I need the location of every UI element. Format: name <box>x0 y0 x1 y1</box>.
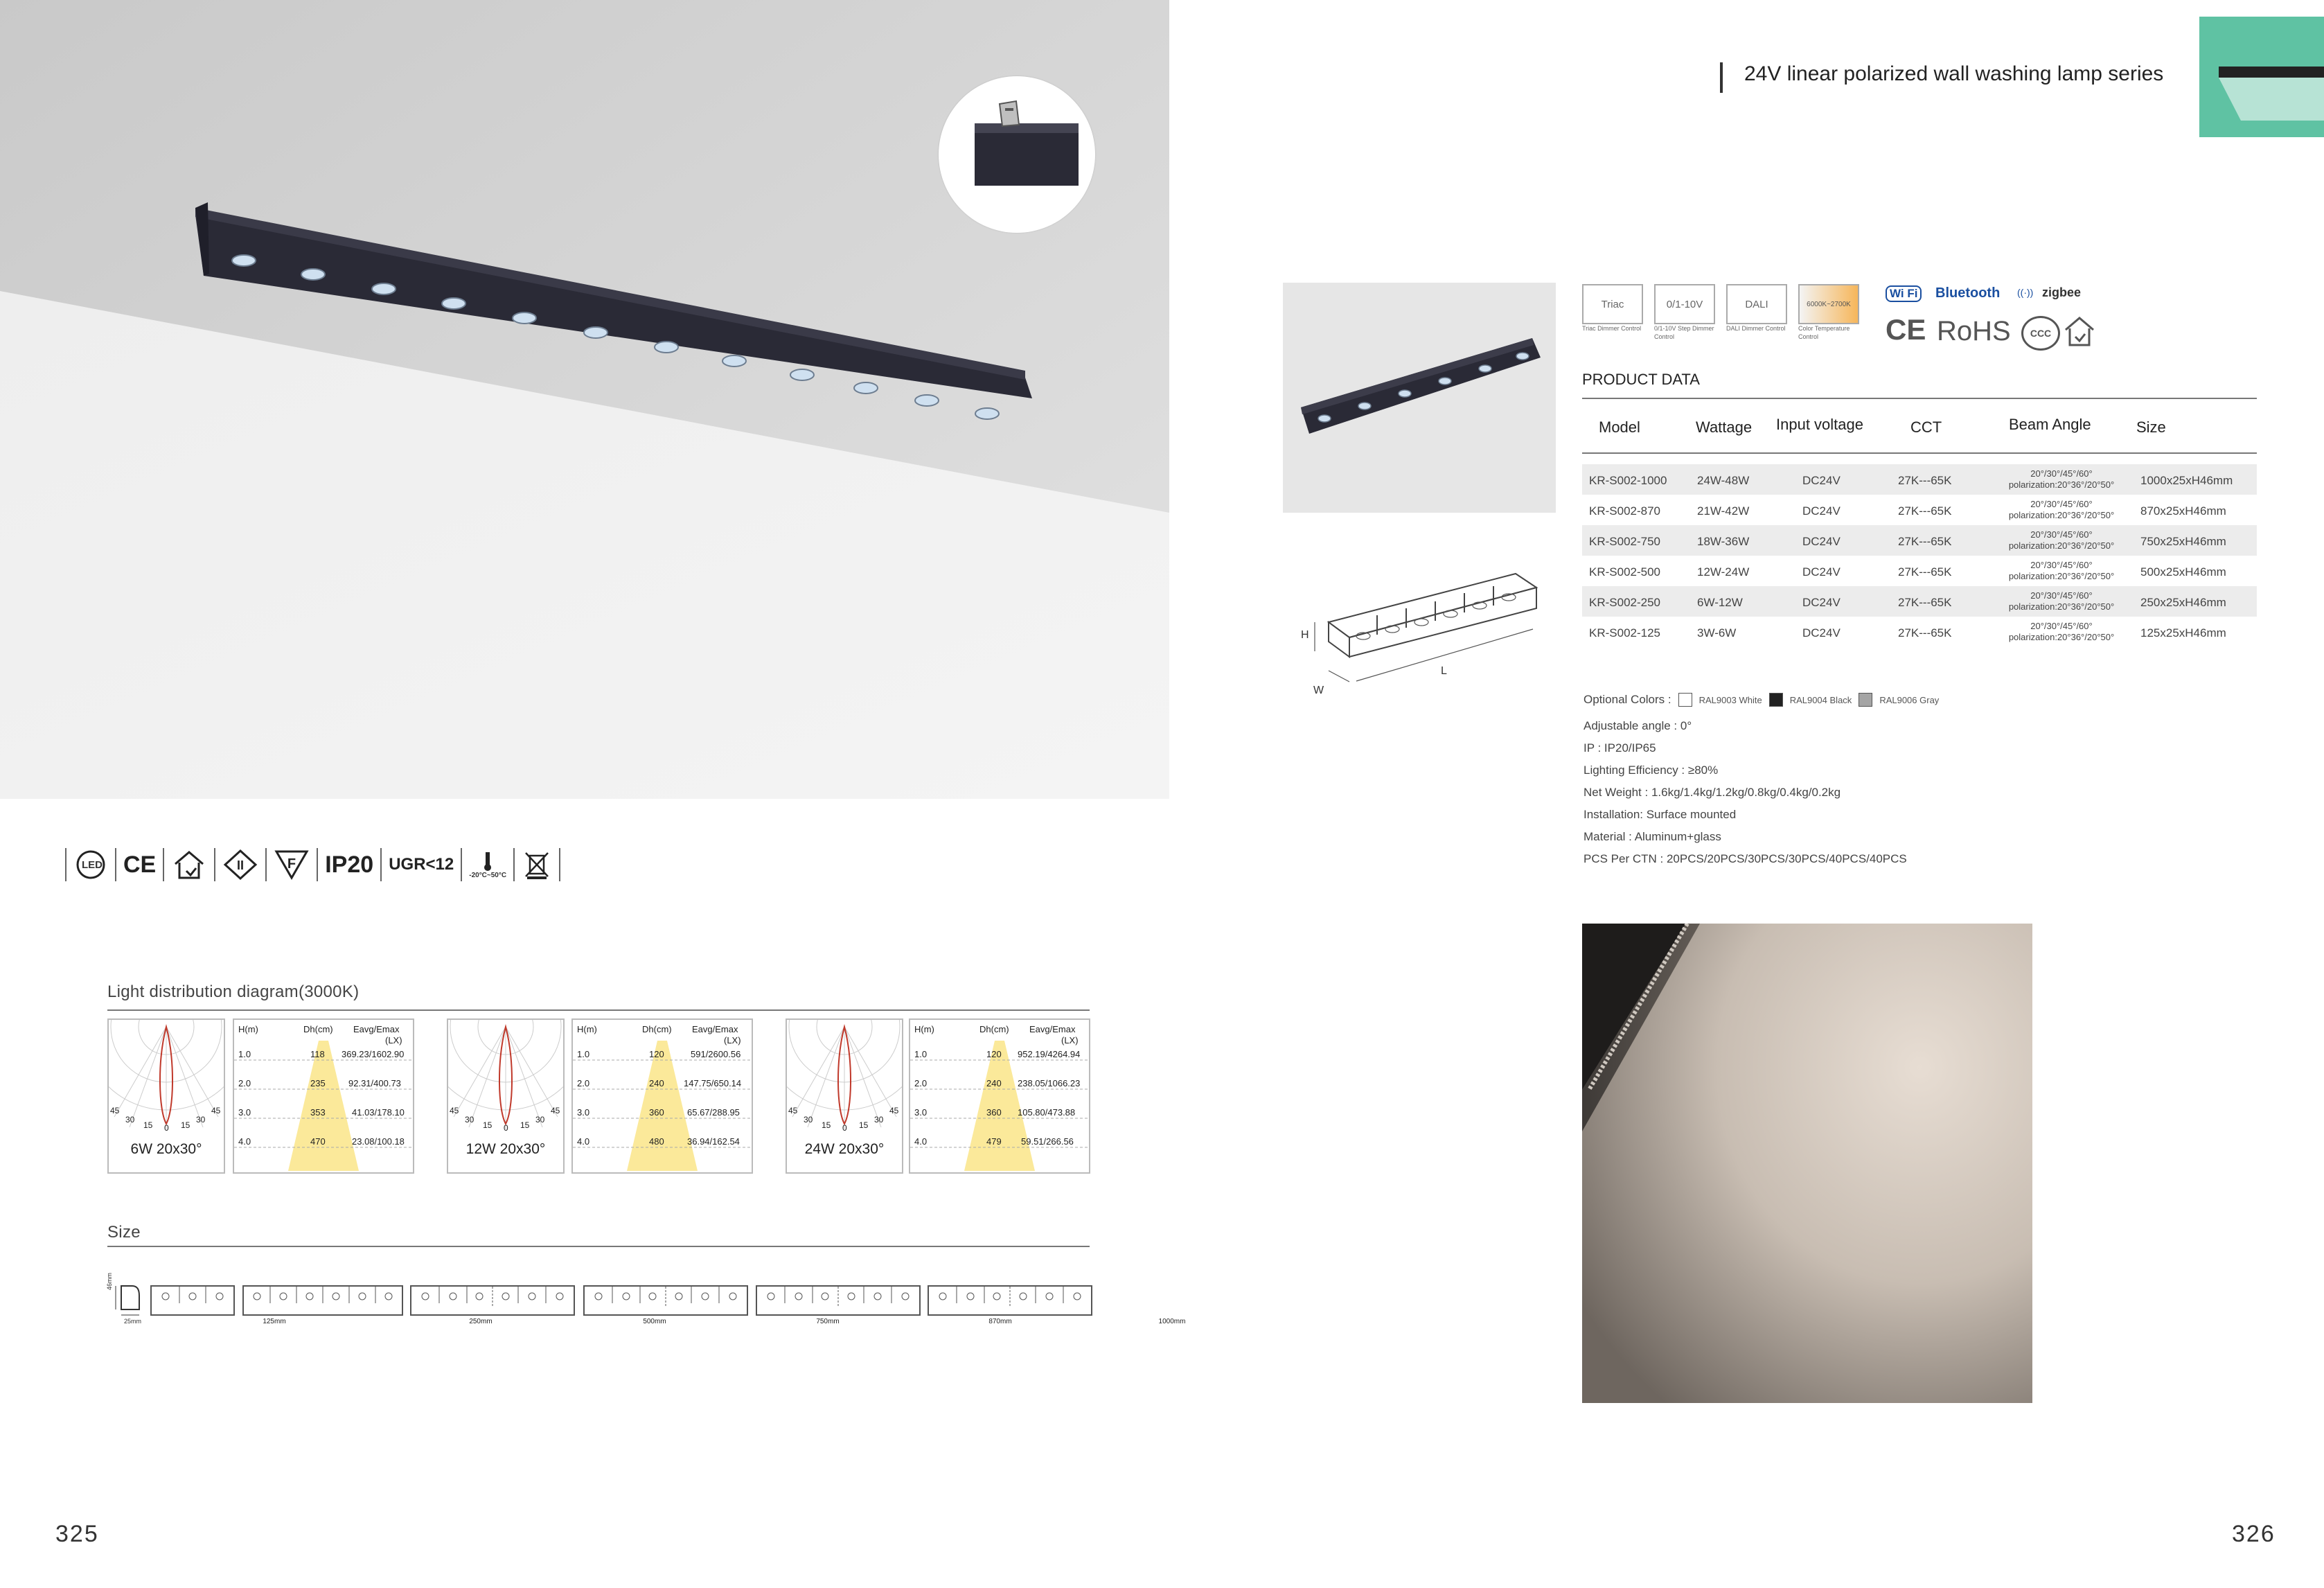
polar-tick: 45 <box>211 1106 221 1115</box>
table-header-row <box>1582 416 2257 457</box>
wifi-icon: Wi Fi <box>1886 285 1922 302</box>
illuminance-table-12w <box>571 1018 753 1174</box>
cell-size: 250x25xH46mm <box>2140 596 2226 609</box>
polar-label: 6W 20x30° <box>130 1141 202 1157</box>
col-cct: CCT <box>1910 418 1942 436</box>
spec-adjustable-angle: Adjustable angle : 0° <box>1584 719 1692 732</box>
temperature-icon <box>461 848 513 881</box>
strip-drawing <box>244 1287 402 1314</box>
cell-dh: 235 <box>310 1078 326 1088</box>
col-unit: (LX) <box>724 1035 741 1046</box>
polar-tick: 15 <box>520 1120 530 1130</box>
cell-e: 147.75/650.14 <box>684 1078 742 1088</box>
rohs-mark: RoHS <box>1937 316 2011 346</box>
cell-size: 870x25xH46mm <box>2140 504 2226 518</box>
cell-dh: 360 <box>649 1107 664 1118</box>
ce-mark: CE <box>1886 313 1926 346</box>
control-cct <box>1798 284 1861 341</box>
indoor-use-icon <box>2061 315 2096 348</box>
cell-e: 591/2600.56 <box>691 1049 741 1059</box>
polar-diagram-6w <box>107 1018 225 1174</box>
beam-angles: 20°/30°/45°/60° <box>2030 621 2093 631</box>
ccc-mark: CCC <box>2021 316 2060 351</box>
size-title: Size <box>107 1223 141 1242</box>
linear-light-thumbnail-icon <box>2199 17 2324 137</box>
cell-model: KR-S002-500 <box>1589 565 1661 579</box>
series-title: 24V linear polarized wall washing lamp series <box>1744 62 2164 85</box>
spec-material: Material : Aluminum+glass <box>1584 830 1721 843</box>
cell-h: 3.0 <box>577 1107 590 1118</box>
polar-tick: 45 <box>788 1106 798 1115</box>
cell-voltage: DC24V <box>1802 504 1840 518</box>
size-label: 1000mm <box>1158 1318 1186 1325</box>
col-eavg: Eavg/Emax <box>692 1024 738 1034</box>
polar-tick: 0 <box>164 1123 169 1133</box>
beam-polarization: polarization:20°36°/20°50° <box>2008 510 2115 520</box>
f-mark-icon <box>265 848 317 881</box>
cell-wattage: 12W-24W <box>1697 565 1750 579</box>
ugr-badge: UGR<12 <box>380 848 461 881</box>
class-ii-text: II <box>237 858 245 872</box>
cell-voltage: DC24V <box>1802 626 1840 639</box>
polar-tick: 15 <box>143 1120 153 1130</box>
polar-tick: 15 <box>181 1120 190 1130</box>
product-data-rule <box>1582 398 2257 399</box>
certification-row <box>65 845 560 884</box>
optional-colors <box>1584 689 1939 710</box>
beam-polarization: polarization:20°36°/20°50° <box>2008 601 2115 612</box>
polar-tick: 30 <box>465 1115 474 1124</box>
led-label: LED <box>82 858 103 871</box>
connectivity-badges <box>1886 284 2082 353</box>
cell-cct: 27K---65K <box>1898 626 1952 639</box>
cell-voltage: DC24V <box>1802 535 1840 548</box>
cell-wattage: 3W-6W <box>1697 626 1737 639</box>
control-cct-caption: Color Temperature Control <box>1798 325 1850 340</box>
cell-wattage: 18W-36W <box>1697 535 1750 548</box>
title-accent-bar <box>1720 62 1723 93</box>
table-row <box>1582 495 2257 525</box>
led-icon <box>65 848 115 881</box>
control-triac-label: Triac <box>1582 284 1643 324</box>
cell-wattage: 21W-42W <box>1697 504 1750 518</box>
cell-beam <box>1985 468 2138 491</box>
polar-tick: 45 <box>110 1106 120 1115</box>
page-number-right: 326 <box>2232 1521 2276 1547</box>
col-h: H(m) <box>577 1024 597 1034</box>
polar-tick: 30 <box>196 1115 206 1124</box>
ce-icon: CE <box>115 848 163 881</box>
cell-model: KR-S002-1000 <box>1589 474 1667 487</box>
cell-beam <box>1985 499 2138 521</box>
polar-label: 24W 20x30° <box>804 1141 885 1157</box>
strip-drawing <box>929 1287 1091 1314</box>
polar-tick: 30 <box>125 1115 135 1124</box>
cell-e: 59.51/266.56 <box>1021 1136 1074 1147</box>
col-dh: Dh(cm) <box>303 1024 333 1034</box>
cell-dh: 353 <box>310 1107 326 1118</box>
col-input-voltage: Input voltage <box>1776 416 1863 433</box>
cell-e: 105.80/473.88 <box>1018 1107 1076 1118</box>
cell-model: KR-S002-125 <box>1589 626 1661 639</box>
col-dh: Dh(cm) <box>979 1024 1009 1034</box>
profile-width: 25mm <box>124 1318 142 1325</box>
polar-tick: 45 <box>889 1106 899 1115</box>
spec-ip: IP : IP20/IP65 <box>1584 741 1656 755</box>
polar-tick: 0 <box>504 1123 508 1133</box>
cell-beam <box>1985 621 2138 643</box>
cell-h: 4.0 <box>238 1136 251 1147</box>
beam-polarization: polarization:20°36°/20°50° <box>2008 540 2115 551</box>
page-number-left: 325 <box>55 1521 99 1547</box>
size-label: 250mm <box>469 1318 493 1325</box>
indoor-use-icon <box>163 848 214 881</box>
cell-cct: 27K---65K <box>1898 504 1952 518</box>
beam-angles: 20°/30°/45°/60° <box>2030 590 2093 601</box>
weee-bin-icon <box>513 848 560 881</box>
cell-wattage: 24W-48W <box>1697 474 1750 487</box>
strip-drawing <box>411 1287 574 1314</box>
col-model: Model <box>1599 418 1640 436</box>
cell-h: 2.0 <box>914 1078 928 1088</box>
polar-tick: 30 <box>535 1115 545 1124</box>
cell-e: 23.08/100.18 <box>352 1136 405 1147</box>
cell-model: KR-S002-870 <box>1589 504 1661 518</box>
cell-e: 952.19/4264.94 <box>1018 1049 1081 1059</box>
cell-wattage: 6W-12W <box>1697 596 1743 609</box>
f-mark-text: F <box>287 856 296 872</box>
cell-e: 238.05/1066.23 <box>1018 1078 1081 1088</box>
cell-e: 65.67/288.95 <box>687 1107 740 1118</box>
size-label: 870mm <box>988 1318 1012 1325</box>
wall-wash-photo <box>1582 924 2032 1403</box>
size-label: 750mm <box>816 1318 840 1325</box>
col-wattage: Wattage <box>1696 418 1753 436</box>
table-row <box>1582 556 2257 586</box>
detail-inset <box>939 76 1095 233</box>
spec-pcs-per-ctn: PCS Per CTN : 20PCS/20PCS/30PCS/30PCS/40PCS/40PCS <box>1584 852 1907 865</box>
size-label: 125mm <box>263 1318 286 1325</box>
cell-cct: 27K---65K <box>1898 535 1952 548</box>
col-eavg: Eavg/Emax <box>353 1024 400 1034</box>
col-h: H(m) <box>914 1024 934 1034</box>
profile-cross-section <box>106 1272 149 1330</box>
swatch-black <box>1769 693 1783 707</box>
col-eavg: Eavg/Emax <box>1029 1024 1076 1034</box>
cell-beam <box>1985 560 2138 582</box>
cell-dh: 118 <box>310 1049 325 1059</box>
cell-h: 1.0 <box>914 1049 928 1059</box>
polar-tick: 15 <box>483 1120 493 1130</box>
cell-voltage: DC24V <box>1802 565 1840 579</box>
control-dali-label: DALI <box>1726 284 1787 324</box>
corner-product-thumbnail <box>2199 17 2324 137</box>
swatch-white <box>1678 693 1692 707</box>
strip-drawing <box>757 1287 919 1314</box>
cell-cct: 27K---65K <box>1898 565 1952 579</box>
cell-cct: 27K---65K <box>1898 596 1952 609</box>
cell-model: KR-S002-250 <box>1589 596 1661 609</box>
table-row <box>1582 586 2257 617</box>
cell-size: 1000x25xH46mm <box>2140 474 2233 487</box>
polar-chart-icon <box>448 1020 563 1138</box>
cell-h: 3.0 <box>238 1107 251 1118</box>
light-distribution-title: Light distribution diagram(3000K) <box>107 982 360 1001</box>
size-rule <box>107 1246 1090 1247</box>
spec-list <box>1584 715 1907 870</box>
control-dali <box>1726 284 1789 333</box>
cell-h: 2.0 <box>238 1078 251 1088</box>
cell-e: 92.31/400.73 <box>348 1078 401 1088</box>
cell-size: 500x25xH46mm <box>2140 565 2226 579</box>
cell-dh: 240 <box>649 1078 664 1088</box>
polar-diagram-12w <box>447 1018 565 1174</box>
beam-angles: 20°/30°/45°/60° <box>2030 560 2093 570</box>
col-size: Size <box>2136 418 2166 436</box>
beam-polarization: polarization:20°36°/20°50° <box>2008 479 2115 490</box>
beam-angles: 20°/30°/45°/60° <box>2030 499 2093 509</box>
strip-drawing <box>152 1287 233 1314</box>
cell-voltage: DC24V <box>1802 596 1840 609</box>
swatch-gray <box>1859 693 1872 707</box>
spec-installation: Installation: Surface mounted <box>1584 808 1737 821</box>
signal-icon: ((·)) <box>2017 287 2034 298</box>
control-0-10v <box>1654 284 1717 341</box>
product-data-title: PRODUCT DATA <box>1582 371 1700 388</box>
size-label: 500mm <box>643 1318 666 1325</box>
spec-net-weight: Net Weight : 1.6kg/1.4kg/1.2kg/0.8kg/0.4kg/0.2kg <box>1584 786 1841 799</box>
illuminance-table-6w <box>233 1018 414 1174</box>
fixture-illustration <box>1283 283 1556 513</box>
table-row <box>1582 525 2257 556</box>
color-name-gray: RAL9006 Gray <box>1879 694 1940 705</box>
spec-efficiency: Lighting Efficiency : ≥80% <box>1584 764 1719 777</box>
control-cct-label: 6000K~2700K <box>1798 284 1859 324</box>
dimension-line-drawing <box>1287 560 1543 705</box>
polar-tick: 45 <box>450 1106 459 1115</box>
polar-tick: 15 <box>822 1120 831 1130</box>
cell-dh: 120 <box>986 1049 1002 1059</box>
profile-height: 46mm <box>106 1272 113 1290</box>
cell-e: 41.03/178.10 <box>352 1107 405 1118</box>
cell-h: 2.0 <box>577 1078 590 1088</box>
beam-polarization: polarization:20°36°/20°50° <box>2008 632 2115 642</box>
beam-angles: 20°/30°/45°/60° <box>2030 529 2093 540</box>
col-dh: Dh(cm) <box>642 1024 672 1034</box>
polar-tick: 30 <box>874 1115 884 1124</box>
polar-chart-icon <box>109 1020 224 1138</box>
class-ii-icon <box>214 848 265 881</box>
optional-colors-label: Optional Colors : <box>1584 693 1671 706</box>
cell-voltage: DC24V <box>1802 474 1840 487</box>
cell-e: 36.94/162.54 <box>687 1136 740 1147</box>
beam-polarization: polarization:20°36°/20°50° <box>2008 571 2115 581</box>
beam-angles: 20°/30°/45°/60° <box>2030 468 2093 479</box>
cell-h: 3.0 <box>914 1107 928 1118</box>
cell-e: 369.23/1602.90 <box>341 1049 405 1059</box>
control-dali-caption: DALI Dimmer Control <box>1726 325 1786 332</box>
cell-size: 750x25xH46mm <box>2140 535 2226 548</box>
table-row <box>1582 464 2257 495</box>
dimension-h-label: H <box>1301 629 1309 641</box>
product-photo <box>1283 283 1556 513</box>
wall-wash-illustration <box>1582 924 2032 1403</box>
polar-tick: 30 <box>804 1115 813 1124</box>
cell-beam <box>1985 529 2138 552</box>
cell-size: 125x25xH46mm <box>2140 626 2226 639</box>
control-0-10v-caption: 0/1-10V Step Dimmer Control <box>1654 325 1714 340</box>
col-unit: (LX) <box>385 1035 402 1046</box>
col-h: H(m) <box>238 1024 258 1034</box>
dimension-drawing <box>1287 560 1543 705</box>
cell-h: 1.0 <box>238 1049 251 1059</box>
illuminance-table-24w <box>909 1018 1090 1174</box>
col-unit: (LX) <box>1061 1035 1079 1046</box>
ip20-badge: IP20 <box>317 848 380 881</box>
cell-dh: 120 <box>649 1049 664 1059</box>
table-header-rule <box>1582 452 2257 454</box>
size-strip-125 <box>150 1285 286 1325</box>
cell-dh: 240 <box>986 1078 1002 1088</box>
dimension-w-label: W <box>1313 685 1324 696</box>
dimension-l-label: L <box>1441 665 1447 677</box>
control-triac <box>1582 284 1644 333</box>
polar-label: 12W 20x30° <box>465 1141 546 1157</box>
cell-dh: 479 <box>986 1136 1002 1147</box>
mounting-clip-illustration <box>939 76 1095 233</box>
polar-tick: 15 <box>859 1120 869 1130</box>
bluetooth-icon: Bluetooth <box>1935 285 2001 301</box>
zigbee-icon: zigbee <box>2042 285 2082 299</box>
polar-tick: 0 <box>842 1123 847 1133</box>
color-name-white: RAL9003 White <box>1698 694 1762 705</box>
cell-dh: 360 <box>986 1107 1002 1118</box>
cell-h: 4.0 <box>914 1136 928 1147</box>
cell-dh: 480 <box>649 1136 664 1147</box>
light-distribution-rule <box>107 1009 1090 1011</box>
strip-drawing <box>585 1287 747 1314</box>
cell-cct: 27K---65K <box>1898 474 1952 487</box>
polar-tick: 45 <box>551 1106 560 1115</box>
polar-chart-icon <box>787 1020 902 1138</box>
table-row <box>1582 617 2257 647</box>
cell-h: 1.0 <box>577 1049 590 1059</box>
control-triac-caption: Triac Dimmer Control <box>1582 325 1642 332</box>
cell-h: 4.0 <box>577 1136 590 1147</box>
temperature-range: -20°C~50°C <box>469 871 507 879</box>
cell-dh: 470 <box>310 1136 326 1147</box>
color-name-black: RAL9004 Black <box>1789 694 1852 705</box>
control-0-10v-label: 0/1-10V <box>1654 284 1715 324</box>
polar-diagram-24w <box>786 1018 903 1174</box>
cell-model: KR-S002-750 <box>1589 535 1661 548</box>
col-beam-angle: Beam Angle <box>2009 416 2091 433</box>
cell-beam <box>1985 590 2138 612</box>
